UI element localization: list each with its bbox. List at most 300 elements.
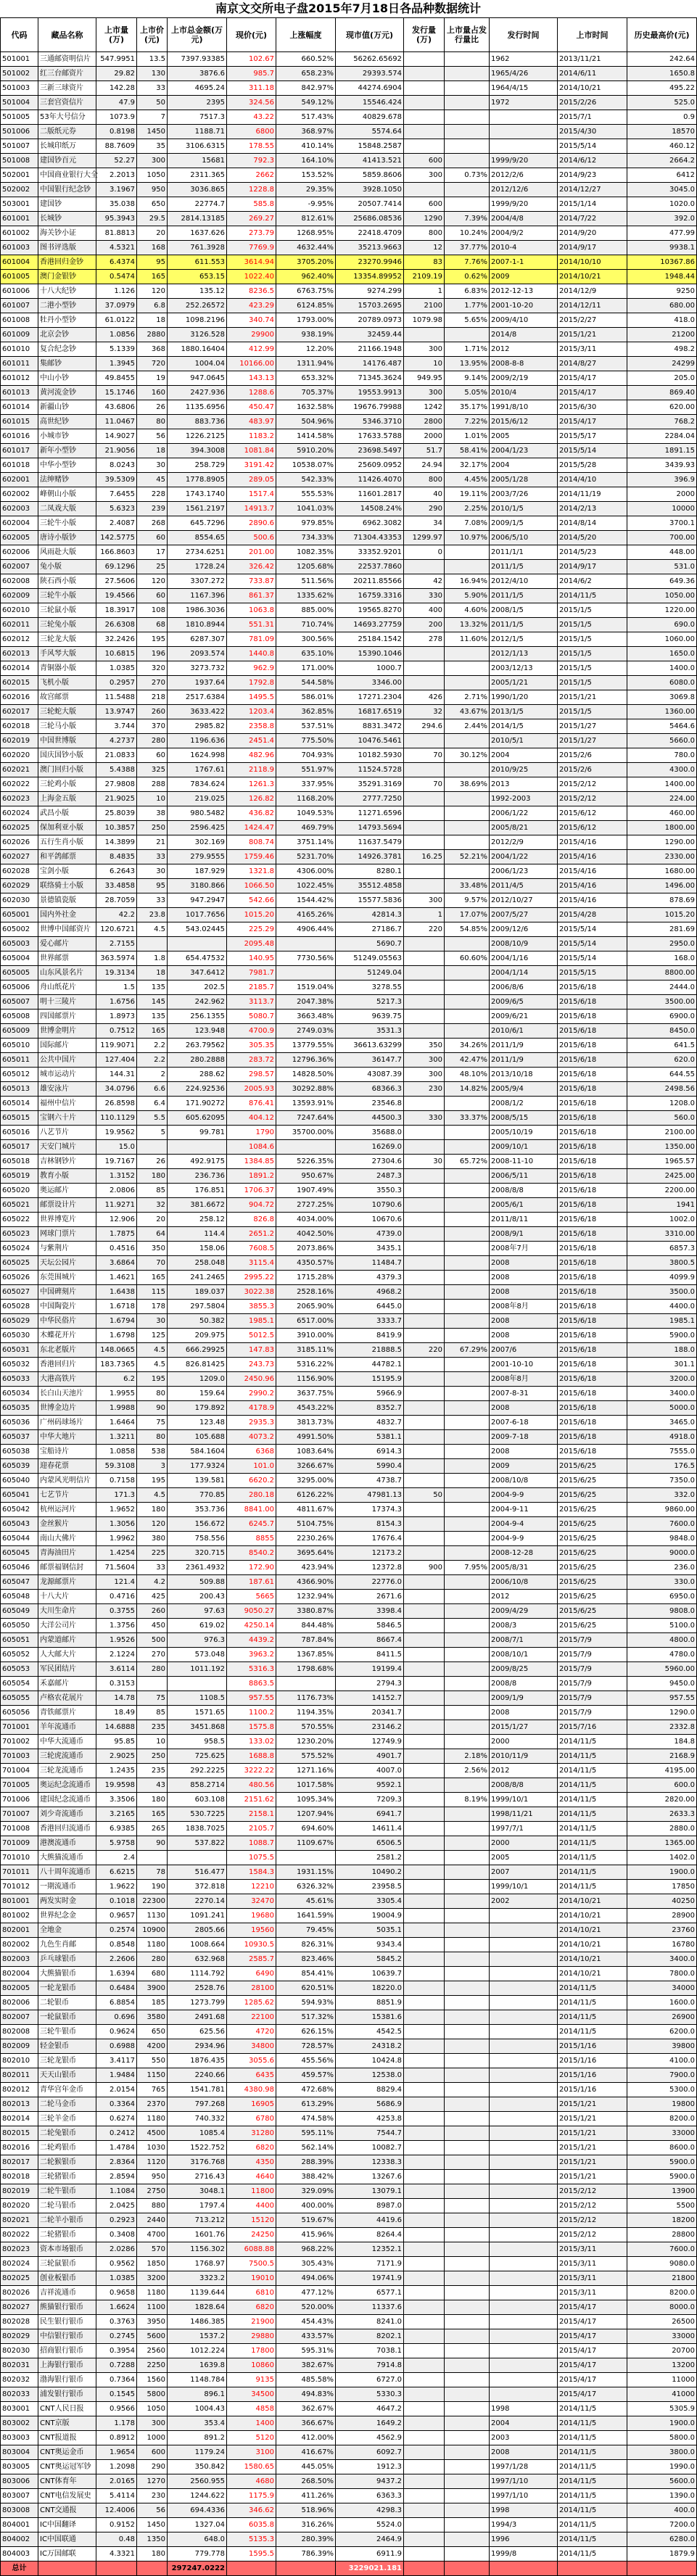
table-cell: 290	[404, 502, 445, 516]
table-cell: 635.10%	[276, 647, 336, 661]
table-cell: 资本市场银币	[38, 2242, 96, 2257]
table-cell: 241.2465	[168, 1271, 227, 1285]
table-cell: 2008/5/15	[490, 1111, 558, 1126]
table-cell: 802007	[1, 2010, 38, 2025]
total-cell-blank	[137, 2561, 168, 2576]
table-cell: 758.556	[168, 1532, 227, 1546]
table-cell: 6962.3082	[336, 516, 404, 531]
table-cell: 3928.1050	[336, 183, 404, 197]
table-cell: 19560	[227, 1923, 276, 1938]
table-cell: 2.44%	[445, 719, 490, 734]
table-cell: 605038	[1, 1445, 38, 1459]
table-cell: 2015/6/25	[558, 1503, 627, 1517]
table-row	[1, 487, 697, 502]
table-cell: 人大邮大片	[38, 1648, 96, 1662]
table-cell: 4542.5	[336, 2025, 404, 2039]
table-cell	[404, 1329, 445, 1343]
table-cell: 160	[137, 386, 168, 400]
table-cell: 2012	[490, 342, 558, 357]
table-row	[1, 560, 697, 574]
table-cell	[490, 2054, 558, 2068]
table-cell: 6.2643	[96, 864, 137, 879]
table-cell: 6.9385	[96, 1822, 137, 1836]
table-cell: 2014/2/13	[558, 502, 627, 516]
table-cell: 650	[137, 197, 168, 212]
table-cell: 1790	[227, 1126, 276, 1140]
table-row	[1, 1343, 697, 1358]
table-cell: 4543.22%	[276, 1401, 336, 1416]
table-cell	[490, 2199, 558, 2213]
table-cell: 2425.00	[627, 1169, 697, 1184]
table-cell: 4800.0	[627, 1633, 697, 1648]
table-cell: 5.9758	[96, 1836, 137, 1851]
table-cell: 501005	[1, 110, 38, 125]
table-cell: 704.93%	[276, 748, 336, 763]
table-cell: 605045	[1, 1546, 38, 1561]
table-cell: 602020	[1, 748, 38, 763]
table-cell	[404, 966, 445, 981]
table-cell: 518.96%	[276, 2503, 336, 2518]
table-cell	[404, 1416, 445, 1430]
table-row	[1, 183, 697, 197]
table-cell: 70	[404, 777, 445, 792]
table-row	[1, 1851, 697, 1865]
table-cell: 29.5	[137, 212, 168, 226]
table-cell: 19800	[627, 2097, 697, 2112]
table-cell: 701001	[1, 1720, 38, 1735]
table-cell	[445, 2141, 490, 2155]
table-cell: 802010	[1, 2054, 38, 2068]
table-cell: 474.58%	[276, 2112, 336, 2126]
table-cell: 2004/9/2	[490, 226, 558, 241]
table-cell: 605054	[1, 1677, 38, 1691]
table-cell: 2009-7-18	[490, 1430, 558, 1445]
table-cell: 4200	[137, 2039, 168, 2054]
table-cell	[445, 806, 490, 821]
table-cell: 14508.24%	[336, 502, 404, 516]
table-cell: 2015/2/12	[558, 777, 627, 792]
table-cell: 2015/6/18	[558, 1155, 627, 1169]
table-cell: 808.74	[227, 835, 276, 850]
table-cell: 701006	[1, 1793, 38, 1807]
table-cell: 三轮牛银币	[38, 2025, 96, 2039]
table-cell: 1.4254	[96, 1546, 137, 1561]
table-cell: 605018	[1, 1155, 38, 1169]
table-cell: 2015/1/21	[558, 328, 627, 342]
table-cell: 24250	[227, 2228, 276, 2242]
table-row	[1, 1068, 697, 1082]
table-cell: 0.2745	[96, 2329, 137, 2344]
table-cell: 1.9955	[96, 1387, 137, 1401]
table-cell: 2014/6/12	[558, 154, 627, 168]
table-cell: 2008/1/2	[490, 1097, 558, 1111]
table-row	[1, 2126, 697, 2141]
table-cell: 500	[137, 1633, 168, 1648]
table-cell: 26500	[627, 2315, 697, 2329]
table-cell: 802003	[1, 1952, 38, 1967]
table-cell: 42	[404, 574, 445, 589]
table-cell: 605030	[1, 1329, 38, 1343]
table-cell: 538	[137, 1445, 168, 1459]
table-cell	[445, 1604, 490, 1619]
table-cell: 761.3928	[168, 241, 227, 255]
table-cell: 176.851	[168, 1184, 227, 1198]
table-cell: 0.2412	[96, 2126, 137, 2141]
table-cell: 2560.955	[168, 2474, 227, 2489]
table-cell: 27.9808	[96, 777, 137, 792]
table-cell: 501002	[1, 67, 38, 81]
table-cell: 1041.03%	[276, 502, 336, 516]
table-cell: 218	[137, 690, 168, 705]
table-cell: 53年大号信分	[38, 110, 96, 125]
table-cell	[445, 1938, 490, 1952]
table-cell: 3614.94	[227, 255, 276, 270]
table-cell	[404, 1358, 445, 1372]
table-cell: 891.2	[168, 2431, 227, 2445]
table-cell: 804003	[1, 2547, 38, 2561]
table-row	[1, 2054, 697, 2068]
table-cell: 802020	[1, 2199, 38, 2213]
table-cell: 中华小型钞	[38, 458, 96, 473]
table-cell: 279.9555	[168, 850, 227, 864]
table-cell: 35.17%	[445, 400, 490, 415]
table-row	[1, 2402, 697, 2416]
table-cell: 605005	[1, 966, 38, 981]
table-cell: 二港小型钞	[38, 299, 96, 313]
table-cell: 423.94%	[276, 1561, 336, 1575]
table-cell: 15848.2587	[336, 139, 404, 154]
table-cell: 1986.3036	[168, 603, 227, 618]
table-cell: 2880	[137, 328, 168, 342]
table-cell: 4640	[227, 2170, 276, 2184]
table-cell: 5120	[227, 2431, 276, 2445]
table-cell: 0.73%	[445, 168, 490, 183]
table-cell	[445, 154, 490, 168]
table-row	[1, 1285, 697, 1300]
table-cell: 5012.5	[227, 1329, 276, 1343]
table-cell: 2777.7250	[336, 792, 404, 806]
table-cell	[404, 2112, 445, 2126]
table-cell: 1196.636	[168, 734, 227, 748]
table-cell: 1537.2	[168, 2329, 227, 2344]
table-cell: 1907.49%	[276, 1184, 336, 1198]
table-cell	[404, 734, 445, 748]
table-row	[1, 647, 697, 661]
table-cell	[404, 2315, 445, 2329]
table-cell: 3380.87%	[276, 1604, 336, 1619]
table-row	[1, 719, 697, 734]
table-row	[1, 2010, 697, 2025]
table-cell: 1.0385	[96, 661, 137, 676]
table-cell	[490, 2068, 558, 2083]
table-cell: 958.5	[168, 1735, 227, 1749]
table-cell: 2003/12/13	[490, 661, 558, 676]
table-cell: 648.0	[168, 2532, 227, 2547]
table-cell: 2012-12-13	[490, 284, 558, 299]
table-cell: 1.9962	[96, 1532, 137, 1546]
table-cell: 39.5309	[96, 473, 137, 487]
table-cell: 1220.00	[627, 603, 697, 618]
table-row	[1, 299, 697, 313]
table-cell: 280.18	[227, 1488, 276, 1503]
table-cell	[490, 2373, 558, 2387]
table-cell: 27.5606	[96, 574, 137, 589]
table-cell: 21	[137, 835, 168, 850]
table-cell	[445, 864, 490, 879]
table-cell: 16780	[627, 1938, 697, 1952]
table-cell: 1.3756	[96, 1619, 137, 1633]
table-cell: IC中国翻译	[38, 2518, 96, 2532]
table-cell: 502001	[1, 168, 38, 183]
table-cell: 1649.2	[336, 2416, 404, 2431]
table-cell: 7.22%	[445, 415, 490, 429]
table-cell: 400.0	[627, 2503, 697, 2518]
table-cell: 1828.64	[168, 2300, 227, 2315]
table-cell: 2008	[490, 1256, 558, 1271]
table-cell: 6517.00%	[276, 1314, 336, 1329]
table-cell: 183.7365	[96, 1358, 137, 1372]
table-cell	[404, 2054, 445, 2068]
table-cell: 605037	[1, 1430, 38, 1445]
table-cell: 2487.3	[336, 1169, 404, 1184]
table-cell: 2009/6/21	[490, 1010, 558, 1024]
table-cell: 601010	[1, 342, 38, 357]
table-cell: 602017	[1, 705, 38, 719]
table-cell: 中国陶瓷片	[38, 1300, 96, 1314]
table-cell: 1997/1/10	[490, 2489, 558, 2503]
table-cell: 602019	[1, 734, 38, 748]
table-cell: 602013	[1, 647, 38, 661]
table-cell	[490, 2242, 558, 2257]
table-cell: 60	[137, 748, 168, 763]
table-cell: 22774.7	[168, 197, 227, 212]
table-cell: 3278.55	[336, 981, 404, 995]
table-cell: 500.6	[227, 531, 276, 545]
table-cell	[445, 2358, 490, 2373]
table-cell: 802009	[1, 2039, 38, 2054]
table-cell: 80	[137, 415, 168, 429]
table-row	[1, 2445, 697, 2460]
table-cell: 594.93%	[276, 1996, 336, 2010]
table-row	[1, 458, 697, 473]
table-cell: 1937.64	[168, 676, 227, 690]
table-cell: 10930.5	[227, 1938, 276, 1952]
table-cell	[404, 821, 445, 835]
table-cell: 602011	[1, 618, 38, 632]
table-cell: 1.6798	[96, 1329, 137, 1343]
table-cell	[404, 981, 445, 995]
table-cell: 2230.26%	[276, 1532, 336, 1546]
table-cell: 165	[137, 1024, 168, 1039]
table-cell: 19	[137, 371, 168, 386]
table-row	[1, 1952, 697, 1967]
table-row	[1, 2242, 697, 2257]
table-cell: 2008/7/1	[490, 1633, 558, 1648]
table-cell: 477.12%	[276, 2286, 336, 2300]
table-cell: 3273.732	[168, 661, 227, 676]
table-cell: 2014/6/11	[558, 67, 627, 81]
table-cell: 2014/8/14	[558, 516, 627, 531]
table-cell: 1175.9	[227, 2489, 276, 2503]
table-cell: 190	[137, 1880, 168, 1894]
table-cell: 12.906	[96, 1213, 137, 1227]
table-cell: 35291.3169	[336, 777, 404, 792]
table-cell: 5660.0	[627, 734, 697, 748]
table-cell: 吉祥流通币	[38, 2286, 96, 2300]
table-cell: 3.744	[96, 719, 137, 734]
table-cell: 3305.4	[336, 1894, 404, 1909]
table-cell: 4419.6	[336, 2213, 404, 2228]
table-cell: 13354.89952	[336, 270, 404, 284]
table-cell: 844.48%	[276, 1619, 336, 1633]
table-cell: 3695.64%	[276, 1546, 336, 1561]
table-cell: 11337.6	[336, 2300, 404, 2315]
table-cell: 701008	[1, 1822, 38, 1836]
table-cell: 7900.0	[627, 2068, 697, 2083]
table-cell: 8863.5	[227, 1677, 276, 1691]
table-cell: 228	[137, 487, 168, 502]
table-cell	[445, 52, 490, 67]
table-cell: 35213.9663	[336, 241, 404, 255]
table-cell: 4738.7	[336, 1474, 404, 1488]
table-cell: 2015/1/16	[558, 2083, 627, 2097]
table-cell	[137, 1677, 168, 1691]
table-cell: 153.52%	[276, 168, 336, 183]
table-cell: 10182.5930	[336, 748, 404, 763]
table-cell: 10670.6	[336, 1213, 404, 1227]
table-cell: 2008	[490, 1271, 558, 1285]
table-cell	[445, 821, 490, 835]
table-cell: 2005	[490, 429, 558, 444]
table-cell: 2008/8/8	[490, 1184, 558, 1198]
table-cell: 9592.1	[336, 1778, 404, 1793]
table-row	[1, 835, 697, 850]
table-cell: 876.41	[227, 1097, 276, 1111]
table-cell: 2014/5/23	[558, 545, 627, 560]
table-cell: 宝钢六十片	[38, 1111, 96, 1126]
table-cell: 605046	[1, 1561, 38, 1575]
table-cell: 680	[137, 1967, 168, 1981]
table-cell: 19010	[227, 2271, 276, 2286]
table-cell: 33.4858	[96, 879, 137, 893]
table-cell: 43087.39	[336, 1068, 404, 1082]
table-cell	[404, 864, 445, 879]
table-cell: 2.56%	[445, 1764, 490, 1778]
table-cell: 1081.84	[227, 444, 276, 458]
table-cell: 8450.0	[627, 1024, 697, 1039]
table-cell: 5859.8606	[336, 168, 404, 183]
table-cell: 802002	[1, 1938, 38, 1952]
table-cell: 34	[404, 516, 445, 531]
table-cell: 1367.85%	[276, 1648, 336, 1662]
table-cell: 16.94%	[445, 574, 490, 589]
table-cell	[404, 879, 445, 893]
table-cell: 2015/7/9	[558, 1677, 627, 1691]
table-cell: 2005/9/4	[490, 1082, 558, 1097]
table-cell	[490, 2344, 558, 2358]
table-row	[1, 1227, 697, 1242]
table-cell: 2014/11/5	[558, 2489, 627, 2503]
table-row	[1, 908, 697, 922]
table-cell: 18220.0	[336, 1981, 404, 1996]
table-cell: 52.27	[96, 154, 137, 168]
table-cell	[404, 2329, 445, 2344]
table-cell: 5574.64	[336, 125, 404, 139]
table-row	[1, 1111, 697, 1126]
table-cell: 4991.50%	[276, 1430, 336, 1445]
table-cell: 30	[404, 1155, 445, 1169]
table-cell: 一轮鼠银币	[38, 2010, 96, 2025]
table-row	[1, 400, 697, 415]
table-cell	[404, 1474, 445, 1488]
table-cell: 802014	[1, 2112, 38, 2126]
table-cell: 2013/10/18	[490, 1068, 558, 1082]
table-cell: 7.6455	[96, 487, 137, 502]
table-cell: 2015/2/6	[558, 763, 627, 777]
table-cell: 45.61%	[276, 1894, 336, 1909]
table-cell	[445, 1126, 490, 1140]
table-cell: 9450.0	[627, 1677, 697, 1691]
table-cell: 香港回归金钞	[38, 255, 96, 270]
table-cell	[404, 2547, 445, 2561]
table-cell	[404, 1213, 445, 1227]
table-cell: 605007	[1, 995, 38, 1010]
table-cell: 6820	[227, 2141, 276, 2155]
table-cell: 2015/1/21	[558, 690, 627, 705]
table-cell: 2015/6/25	[558, 1546, 627, 1561]
table-cell: 800	[404, 226, 445, 241]
table-cell: 48.10%	[445, 1068, 490, 1082]
table-cell: 6088.88	[227, 2242, 276, 2257]
table-cell: 1084.6	[227, 1140, 276, 1155]
table-cell: 三通邮资明信片	[38, 52, 96, 67]
table-cell	[490, 2025, 558, 2039]
table-cell: 268	[137, 516, 168, 531]
table-cell	[445, 2532, 490, 2547]
table-cell: 1990/1/20	[490, 690, 558, 705]
table-cell: 1290	[404, 212, 445, 226]
table-cell	[490, 2286, 558, 2300]
table-cell: 450	[137, 1619, 168, 1633]
table-cell: 268.50%	[276, 2474, 336, 2489]
table-cell: 17	[137, 545, 168, 560]
table-cell: 472.68%	[276, 2083, 336, 2097]
table-cell: 2008	[490, 1285, 558, 1300]
table-row	[1, 110, 697, 125]
table-cell: 2012/1/5	[490, 632, 558, 647]
table-cell: 51.7	[404, 444, 445, 458]
table-row	[1, 531, 697, 545]
table-cell: 2002	[490, 1894, 558, 1909]
table-cell	[445, 197, 490, 212]
table-cell: 18200	[627, 2213, 697, 2228]
table-row	[1, 545, 697, 560]
table-cell: 426	[404, 690, 445, 705]
table-cell	[445, 1401, 490, 1416]
table-cell	[445, 1184, 490, 1198]
table-row	[1, 1691, 697, 1706]
table-cell: 108	[137, 603, 168, 618]
table-cell: 29.82	[96, 67, 137, 81]
table-cell: 三轮龙流通币	[38, 1764, 96, 1778]
table-cell: 24.94	[404, 458, 445, 473]
table-cell	[445, 1894, 490, 1909]
table-cell: 7555.0	[627, 1445, 697, 1459]
table-cell: 1268.95%	[276, 226, 336, 241]
table-cell: 6911.9	[336, 2547, 404, 2561]
table-cell: 2015/6/25	[558, 1459, 627, 1474]
table-cell: 99.781	[168, 1126, 227, 1140]
